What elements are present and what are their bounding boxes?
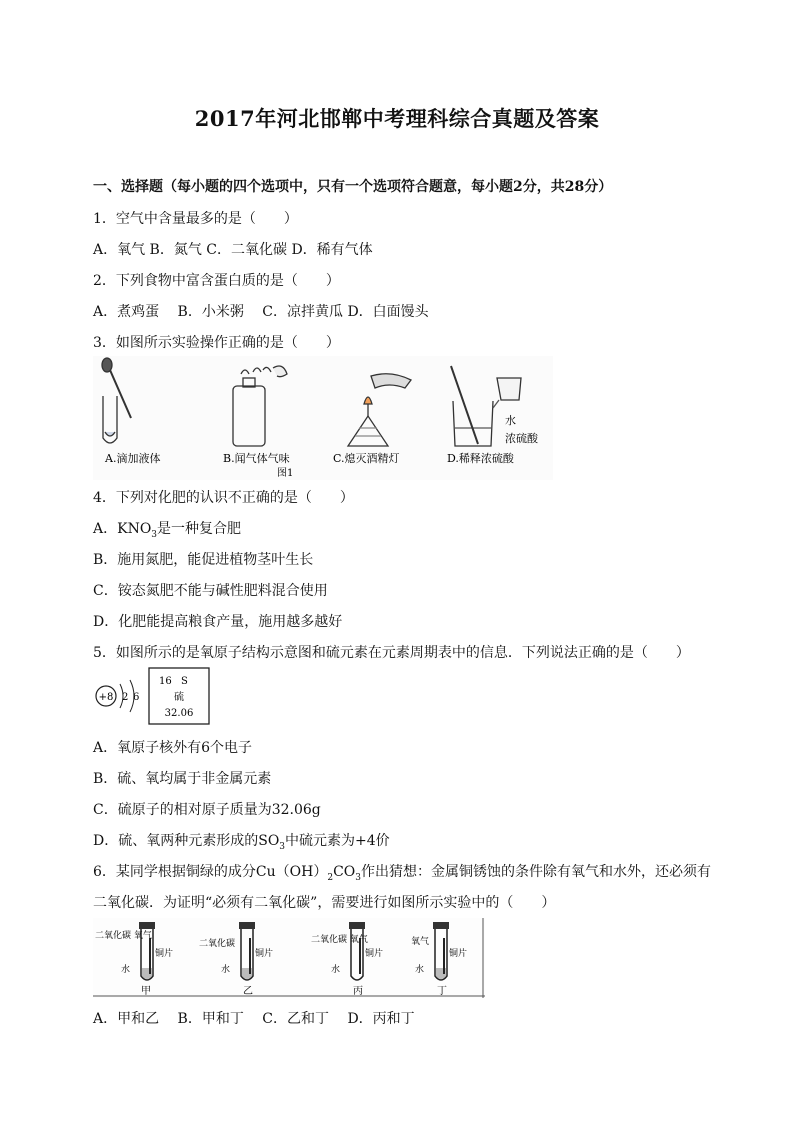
q4-a-text: A．KNO <box>93 521 152 537</box>
q6-sub1: 2 <box>327 872 334 883</box>
tube-yi-copper: 铜片 <box>255 949 274 959</box>
q4-stem: 4．下列对化肥的认识不正确的是（ ） <box>93 490 354 506</box>
q5-option-b: B．硫、氧均属于非金属元素 <box>93 771 272 787</box>
tube-yi-label: 乙 <box>243 986 253 997</box>
periodic-table-cell <box>149 668 209 724</box>
q6-sub2: 3 <box>355 872 361 883</box>
label-water: 水 <box>505 414 516 427</box>
shell-2: 6 <box>133 692 140 703</box>
q5-d-rest: 中硫元素为+4价 <box>285 833 390 849</box>
tube-jia-gas: 二氧化碳 氧气 <box>95 931 152 941</box>
tube-ding-gas: 氧气 <box>411 937 430 947</box>
tube-ding-water: 水 <box>415 965 425 975</box>
tube-ding-label: 丁 <box>437 986 447 997</box>
q4-option-c: C．铵态氮肥不能与碱性肥料混合使用 <box>93 583 328 599</box>
q4-a-sub: 3 <box>151 529 158 540</box>
q5-option-a: A．氧原子核外有6个电子 <box>93 740 253 756</box>
tube-bing-label: 丙 <box>353 986 363 997</box>
q4-option-a <box>93 518 241 540</box>
q2-options: A．煮鸡蛋 B．小米粥 C．凉拌黄瓜 D．白面馒头 <box>93 304 429 320</box>
q6-stem-line2: 二氧化碳．为证明“必须有二氧化碳”，需要进行如图所示实验中的（ ） <box>93 895 556 911</box>
caption-d: D.稀释浓硫酸 <box>447 452 514 465</box>
tube-jia-label: 甲 <box>141 986 151 997</box>
caption-c: C.熄灭酒精灯 <box>333 452 400 465</box>
tube-yi-gas: 二氧化碳 <box>199 939 236 949</box>
nucleus-charge: +8 <box>98 692 114 703</box>
q5-stem: 5．如图所示的是氧原子结构示意图和硫元素在元素周期表中的信息．下列说法正确的是（ ） <box>93 645 690 661</box>
atomic-number: 16 <box>159 676 172 687</box>
q1-stem: 1．空气中含量最多的是（ ） <box>93 211 298 227</box>
section-heading: 一、选择题（每小题的四个选项中，只有一个选项符合题意，每小题2分，共28分） <box>93 179 613 195</box>
element-symbol: S <box>181 676 188 687</box>
tube-bing-gas: 二氧化碳 氧气 <box>311 935 368 945</box>
q6-s2: CO <box>333 864 356 880</box>
q5-d-text: D．硫、氧两种元素形成的SO <box>93 833 280 849</box>
tube-jia-copper: 铜片 <box>155 949 174 959</box>
page-title: 2017年河北邯郸中考理科综合真题及答案 <box>194 106 600 131</box>
q4-option-b: B．施用氮肥，能促进植物茎叶生长 <box>93 552 314 568</box>
q5-figure <box>93 664 213 728</box>
q6-s3: 作出猜想：金属铜锈蚀的条件除有氧气和水外，还必须有 <box>361 864 711 880</box>
tube-jia-water: 水 <box>121 965 131 975</box>
label-acid: 浓硫酸 <box>505 432 538 445</box>
shell-1: 2 <box>122 692 129 703</box>
q6-figure <box>93 918 485 998</box>
tube-yi-water: 水 <box>221 965 231 975</box>
tube-ding-copper: 铜片 <box>449 949 468 959</box>
caption-b: B.闻气体气味 <box>223 452 290 465</box>
element-name: 硫 <box>174 692 184 703</box>
q6-options: A．甲和乙 B．甲和丁 C．乙和丁 D．丙和丁 <box>93 1011 415 1027</box>
caption-a: A.滴加液体 <box>105 452 161 465</box>
q6-s1: 6．某同学根据铜绿的成分Cu（OH） <box>93 864 328 880</box>
tube-bing-copper: 铜片 <box>365 949 384 959</box>
q6-stem-line1 <box>93 861 711 883</box>
q4-option-d: D．化肥能提高粮食产量，施用越多越好 <box>93 614 343 630</box>
atomic-mass: 32.06 <box>164 708 194 719</box>
q5-d-sub: 3 <box>279 841 286 852</box>
q1-options: A．氧气 B．氮气 C．二氧化碳 D．稀有气体 <box>93 242 373 258</box>
atom-structure-diagram <box>96 680 139 712</box>
q3-stem: 3．如图所示实验操作正确的是（ ） <box>93 335 340 351</box>
q3-figure <box>93 356 553 480</box>
q4-a-rest: 是一种复合肥 <box>157 521 242 537</box>
q5-option-c: C．硫原子的相对原子质量为32.06g <box>93 802 321 818</box>
q2-stem: 2．下列食物中富含蛋白质的是（ ） <box>93 273 340 289</box>
tube-bing-water: 水 <box>331 965 341 975</box>
q5-option-d <box>93 830 390 852</box>
figure-label: 图1 <box>277 468 294 479</box>
